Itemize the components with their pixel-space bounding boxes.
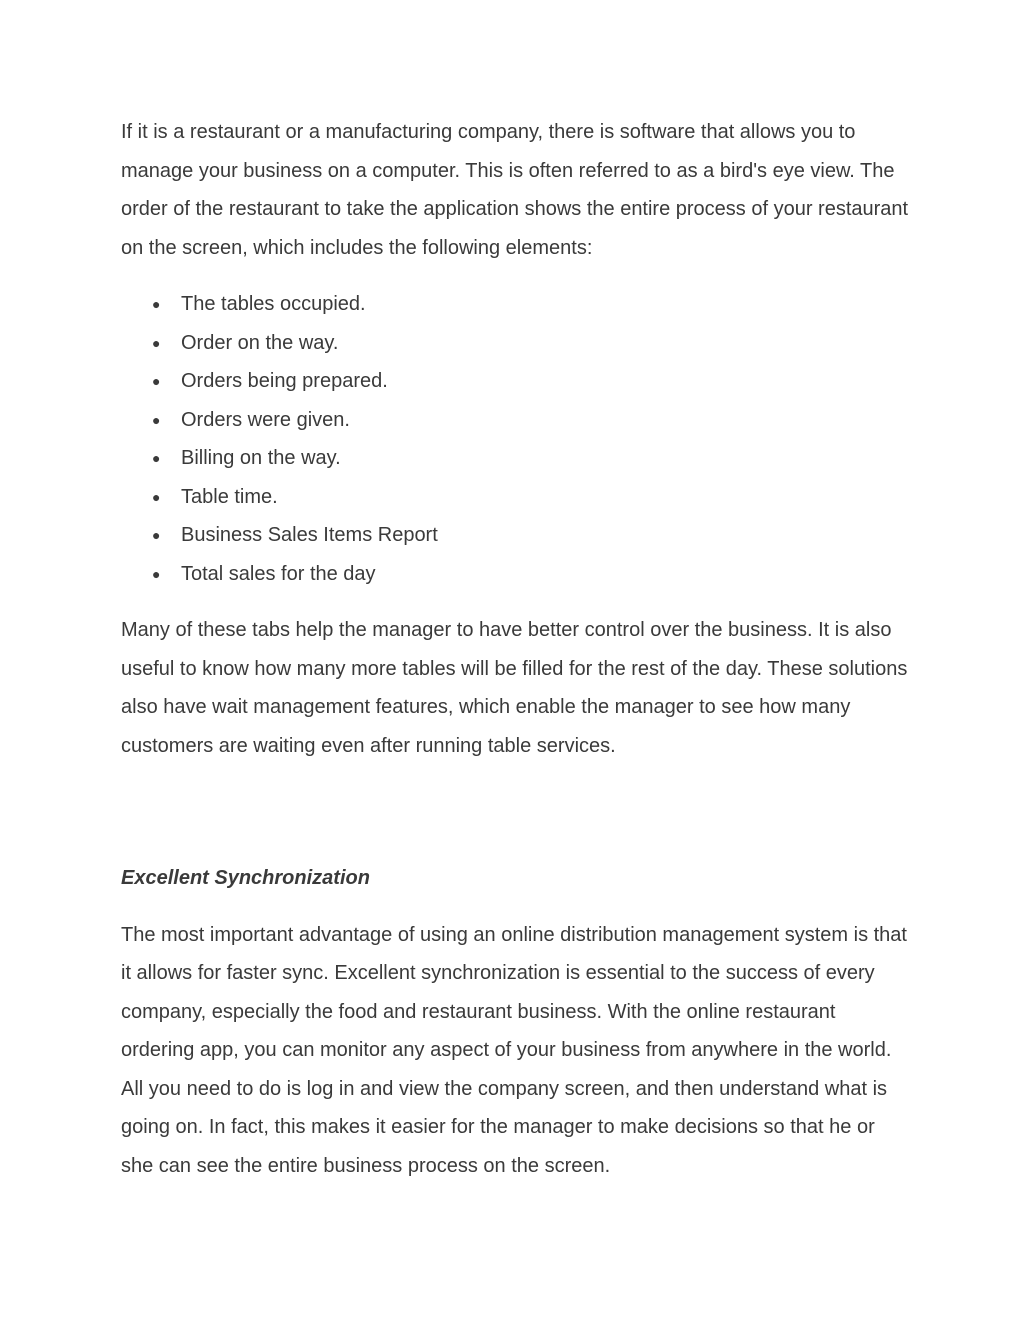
intro-paragraph: If it is a restaurant or a manufacturing company, there is software that allows you to manage your business on a computer. This is often referred to as a bird's eye view. The order of the restaurant to take the application shows the entire process of your restaurant on the screen, which includes the following elements: bbox=[121, 121, 909, 259]
elements-list bbox=[121, 285, 911, 593]
list-item bbox=[121, 516, 911, 555]
list-item bbox=[121, 285, 911, 324]
list-item bbox=[121, 439, 911, 478]
list-item-text: The tables occupied. bbox=[181, 293, 366, 315]
second-paragraph: Many of these tabs help the manager to have better control over the business. It is also useful to know how many more tables will be filled for the rest of the day. These solutions also have wait management features, which enable the manager to see how many customers are waiting even after running table services. bbox=[121, 619, 908, 757]
list-item bbox=[121, 401, 911, 440]
bullet-icon: ● bbox=[152, 334, 161, 351]
list-item bbox=[121, 324, 911, 363]
list-item-text: Order on the way. bbox=[181, 331, 339, 354]
list-item-text: Orders being prepared. bbox=[181, 370, 388, 392]
third-paragraph: The most important advantage of using an online distribution management system is that it allows for faster sync. Excellent synchronization is essential to the success of every company, especially the food and restaurant business. With the online restaurant ordering app, you can monitor any aspect of your business from anywhere in the world. All you need to do is log in and view the company screen, and then understand what is going on. In fact, this makes it easier for the manager to make decisions so that he or she can see the entire business process on the screen. bbox=[121, 923, 907, 1177]
bullet-icon: ● bbox=[152, 373, 161, 389]
section-heading: Excellent Synchronization bbox=[121, 867, 370, 889]
list-item bbox=[121, 478, 911, 517]
list-item-text: Total sales for the day bbox=[181, 562, 376, 585]
list-item bbox=[121, 555, 911, 594]
bullet-icon: ● bbox=[152, 411, 161, 428]
bullet-icon: ● bbox=[152, 488, 161, 505]
bullet-icon: ● bbox=[152, 450, 161, 466]
bullet-icon: ● bbox=[152, 296, 161, 312]
list-item-text: Table time. bbox=[181, 485, 278, 508]
list-item-text: Orders were given. bbox=[181, 408, 350, 431]
list-item-text: Business Sales Items Report bbox=[181, 524, 438, 546]
list-item-text: Billing on the way. bbox=[181, 447, 341, 469]
bullet-icon: ● bbox=[152, 527, 161, 543]
bullet-icon: ● bbox=[152, 565, 161, 582]
document-page bbox=[121, 113, 911, 1185]
list-item bbox=[121, 362, 911, 401]
